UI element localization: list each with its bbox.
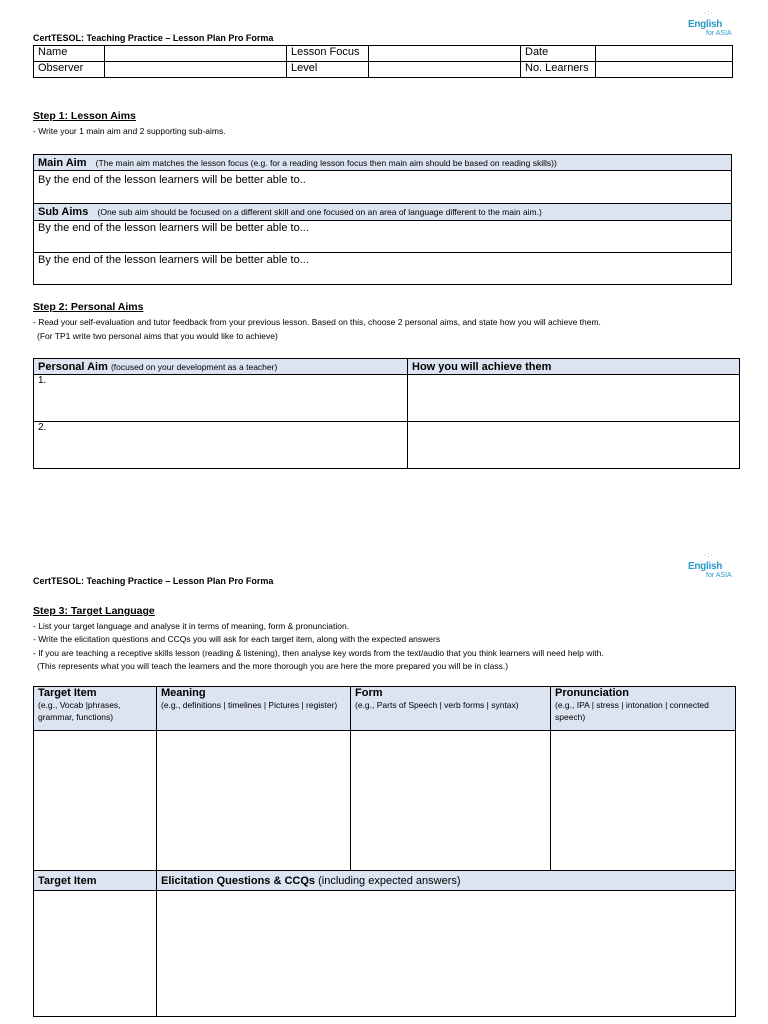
logo-subtext: for ASIA xyxy=(706,572,732,579)
elicitation-field[interactable] xyxy=(157,891,736,1017)
elicit-target-item-header: Target Item xyxy=(34,871,157,891)
step3-heading: Step 3: Target Language xyxy=(33,605,155,617)
meaning-header xyxy=(157,687,351,731)
personal-aims-table xyxy=(33,358,740,469)
elicitation-table xyxy=(33,870,736,1017)
lesson-focus-label: Lesson Focus xyxy=(287,46,369,62)
elicitation-header xyxy=(157,871,736,891)
lesson-info-table xyxy=(33,45,733,78)
how-achieve-2-field[interactable] xyxy=(408,422,740,469)
elicit-target-item-field[interactable] xyxy=(34,891,157,1017)
lesson-aims-table xyxy=(33,154,732,285)
level-field[interactable] xyxy=(369,62,521,78)
pronunciation-header xyxy=(551,687,736,731)
personal-aim-1-field[interactable]: 1. xyxy=(34,375,408,422)
main-aim-header xyxy=(34,155,732,171)
meaning-note: (e.g., definitions | timelines | Pictures | register) xyxy=(161,700,338,710)
logo-dots-icon: ·:· xyxy=(704,10,714,17)
form-header xyxy=(351,687,551,731)
meaning-label: Meaning xyxy=(161,687,206,699)
step3-note-2: - Write the elicitation questions and CCQs you will ask for each target item, along with the expected answers xyxy=(33,634,441,644)
no-learners-label: No. Learners xyxy=(521,62,596,78)
main-aim-note: (The main aim matches the lesson focus (e.g. for a reading lesson focus then main aim should be based on reading skills)) xyxy=(95,157,557,168)
form-label: Form xyxy=(355,687,383,699)
logo-subtext: for ASIA xyxy=(706,30,732,37)
step3-note-3: - If you are teaching a receptive skills lesson (reading & listening), then analyse key words from the text/audio that you think learners will need help with. xyxy=(33,648,604,658)
step1-heading: Step 1: Lesson Aims xyxy=(33,110,136,122)
pronunciation-note: (e.g., IPA | stress | intonation | connected speech) xyxy=(555,700,709,722)
meaning-field[interactable] xyxy=(157,731,351,871)
date-field[interactable] xyxy=(596,46,733,62)
form-note: (e.g., Parts of Speech | verb forms | syntax) xyxy=(355,700,519,710)
sub-aim-2-field[interactable]: By the end of the lesson learners will be better able to... xyxy=(34,253,732,285)
how-achieve-header: How you will achieve them xyxy=(408,359,740,375)
lesson-focus-field[interactable] xyxy=(369,46,521,62)
target-item-note: (e.g., Vocab |phrases, grammar, functions) xyxy=(38,700,121,722)
name-label: Name xyxy=(34,46,105,62)
elicitation-label: Elicitation Questions & CCQs xyxy=(161,874,316,887)
pronunciation-label: Pronunciation xyxy=(555,687,629,699)
level-label: Level xyxy=(287,62,369,78)
logo-text: English xyxy=(688,19,723,30)
personal-aim-note: (focused on your development as a teacher) xyxy=(110,361,278,372)
target-item-header xyxy=(34,687,157,731)
name-field[interactable] xyxy=(105,46,287,62)
personal-aim-label: Personal Aim xyxy=(38,360,108,373)
target-item-label: Target Item xyxy=(38,687,97,699)
form-title: CertTESOL: Teaching Practice – Lesson Plan Pro Forma xyxy=(33,576,274,586)
elicitation-note: (including expected answers) xyxy=(318,874,461,887)
pronunciation-field[interactable] xyxy=(551,731,736,871)
sub-aims-header xyxy=(34,204,732,221)
personal-aim-header xyxy=(34,359,408,375)
sub-aims-label: Sub Aims xyxy=(38,206,89,218)
sub-aims-note: (One sub aim should be focused on a different skill and one focused on an area of language different to the main aim.) xyxy=(97,207,542,217)
step2-heading: Step 2: Personal Aims xyxy=(33,301,144,313)
observer-field[interactable] xyxy=(105,62,287,78)
english-for-asia-logo xyxy=(688,552,748,586)
form-field[interactable] xyxy=(351,731,551,871)
target-language-table xyxy=(33,686,736,871)
sub-aim-1-field[interactable]: By the end of the lesson learners will be better able to... xyxy=(34,221,732,253)
personal-aim-2-field[interactable]: 2. xyxy=(34,422,408,469)
no-learners-field[interactable] xyxy=(596,62,733,78)
step2-note-2: (For TP1 write two personal aims that you would like to achieve) xyxy=(37,331,278,341)
step1-note: - Write your 1 main aim and 2 supporting sub-aims. xyxy=(33,126,226,136)
target-item-field[interactable] xyxy=(34,731,157,871)
form-title: CertTESOL: Teaching Practice – Lesson Plan Pro Forma xyxy=(33,33,274,43)
step2-note-1: - Read your self-evaluation and tutor feedback from your previous lesson. Based on this, choose 2 personal aims, and state how you will achieve them. xyxy=(33,317,601,327)
main-aim-label: Main Aim xyxy=(38,156,87,169)
english-for-asia-logo xyxy=(688,10,748,44)
step3-note-1: - List your target language and analyse it in terms of meaning, form & pronunciation. xyxy=(33,621,350,631)
date-label: Date xyxy=(521,46,596,62)
observer-label: Observer xyxy=(34,62,105,78)
logo-dots-icon: ·:· xyxy=(704,552,714,559)
how-achieve-1-field[interactable] xyxy=(408,375,740,422)
main-aim-field[interactable]: By the end of the lesson learners will be better able to.. xyxy=(34,171,732,204)
step3-note-4: (This represents what you will teach the learners and the more thorough you are here the more prepared you will be in class.) xyxy=(37,661,509,671)
logo-text: English xyxy=(688,561,723,572)
